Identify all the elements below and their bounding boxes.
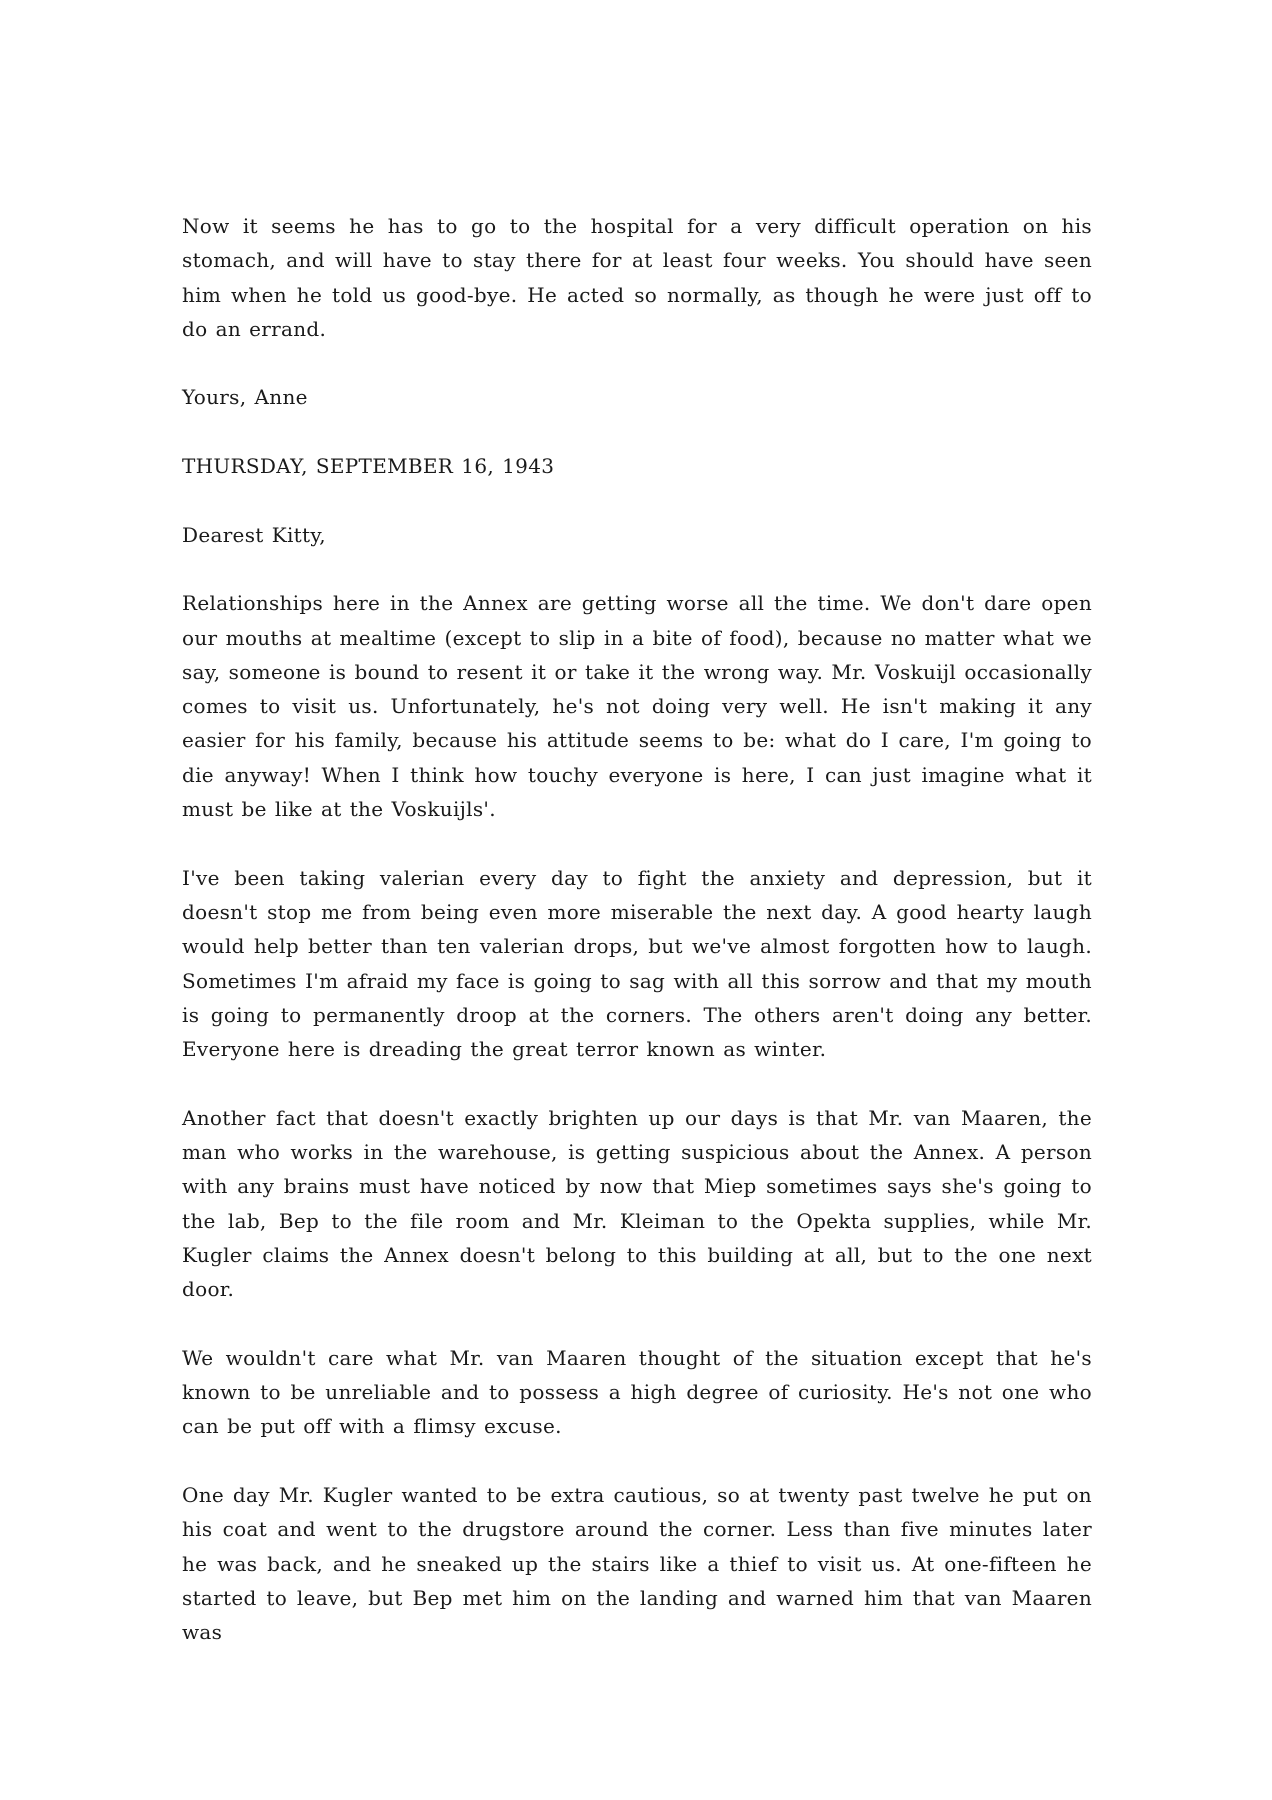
signature-line: Yours, Anne xyxy=(182,385,308,410)
document-page xyxy=(182,209,1092,1649)
paragraph-kugler-drugstore: One day Mr. Kugler wanted to be extra cautious, so at twenty past twelve he put on his coat and went to the drugstore around the corner. Less than five minutes later he was back, and he sneaked up the stairs like a thief to visit us. At one-fifteen he started to leave, but Bep met him on the landing and warned him that van Maaren was xyxy=(182,1482,1092,1645)
entry-date-heading: THURSDAY, SEPTEMBER 16, 1943 xyxy=(182,454,555,479)
paragraph-valerian: I've been taking valerian every day to fight the anxiety and depression, but it doesn't stop me from being even more miserable the next day. A good hearty laugh would help better than ten valerian drops, but we've almost forgotten how to laugh. Sometimes I'm afraid my face is going to sag with all this sorrow and that my mouth is going to permanently droop at the corners. The others aren't doing any better. Everyone here is dreading the great terror known as winter. xyxy=(182,865,1092,1062)
paragraph-curiosity: We wouldn't care what Mr. van Maaren thought of the situation except that he's known to be unreliable and to possess a high degree of curiosity. He's not one who can be put off with a flimsy excuse. xyxy=(182,1345,1092,1439)
paragraph-van-maaren: Another fact that doesn't exactly brighten up our days is that Mr. van Maaren, the man who works in the warehouse, is getting suspicious about the Annex. A person with any brains must have noticed by now that Miep sometimes says she's going to the lab, Bep to the file room and Mr. Kleiman to the Opekta supplies, while Mr. Kugler claims the Annex doesn't belong to this building at all, but to the one next door. xyxy=(182,1105,1092,1302)
salutation: Dearest Kitty, xyxy=(182,522,326,547)
paragraph-hospital: Now it seems he has to go to the hospital for a very difficult operation on his stomach, and will have to stay there for at least four weeks. You should have seen him when he told us good-bye. He acted so normally, as though he were just off to do an errand. xyxy=(182,214,1092,341)
paragraph-relationships: Relationships here in the Annex are getting worse all the time. We don't dare open our mouths at mealtime (except to slip in a bite of food), because no matter what we say, someone is bound to resent it or take it the wrong way. Mr. Voskuijl occasionally comes to visit us. Unfortunately, he's not doing very well. He isn't making it any easier for his family, because his attitude seems to be: what do I care, I'm going to die anyway! When I think how touchy everyone is here, I can just imagine what it must be like at the Voskuijls'. xyxy=(182,591,1092,822)
